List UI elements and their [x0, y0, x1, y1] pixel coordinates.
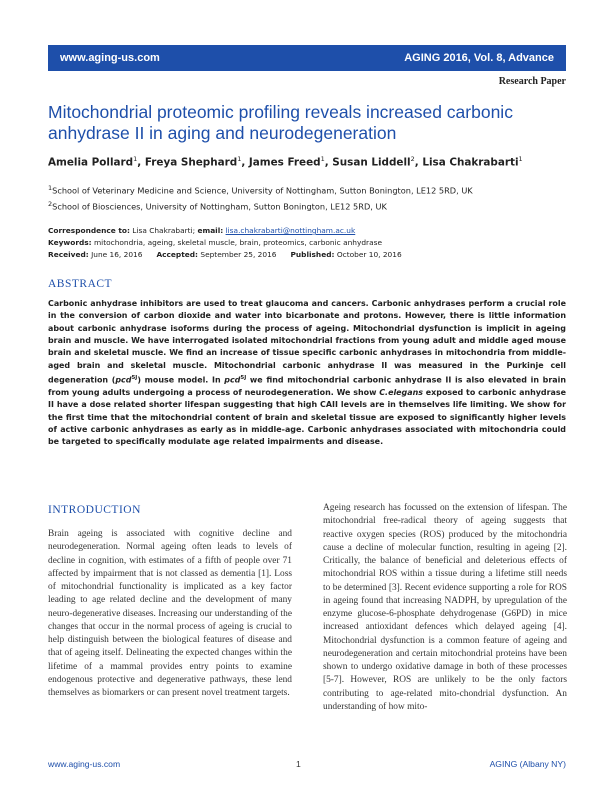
author-affiliation-mark: 1 — [320, 155, 325, 163]
affiliation-item: $^2$School of Biosciences, University of Nottingham, Sutton Bonington, LE12 5RD, UK — [48, 199, 387, 212]
author-name: Lisa Chakrabarti — [422, 156, 519, 169]
introduction-heading: INTRODUCTION — [48, 504, 141, 516]
author-affiliation-mark: 1 — [237, 155, 242, 163]
affiliation-list — [48, 182, 473, 213]
correspondence-email-link[interactable]: lisa.chakrabarti@nottingham.ac.uk — [225, 226, 356, 235]
introduction-right-column: Ageing research has focussed on the extension of lifespan. The mitochondrial free-radical theory of ageing suggests that reactive oxygen species (ROS) produced by the mitochondria cause a decline of molecular function, resulting in ageing [2]. Critically, the balance of beneficial and deleterious effects of mitochondrial ROS within a tissue during a lifetime still needs to be determined [3]. Recent evidence supporting a role for ROS in ageing found that increasing NADPH, by upregulation of the enzyme glucose-6-phosphate dehydrogenase (G6PD) in mice increased antioxidant defences which delayed ageing [4]. Mitochondrial dysfunction is a common feature of ageing and neurodegeneration and certain mitochondrial proteins have been shown to undergo oxidative damage in both of these processes [5-7]. However, ROS are unlikely to be the only factors contributing to age-related mito-chondrial dysfunction. An understanding of how mito- — [323, 503, 567, 712]
author-name: Freya Shephard — [144, 156, 238, 169]
author-name: Amelia Pollard — [48, 156, 134, 169]
paper-title: Mitochondrial proteomic profiling reveals increased carbonic anhydrase II in aging and neurodegeneration — [48, 102, 513, 143]
author-affiliation-mark: 1 — [518, 155, 523, 163]
article-metadata — [48, 225, 402, 261]
author-name: Susan Liddell — [332, 156, 411, 169]
introduction-left-column: Brain ageing is associated with cognitive decline and neurodegeneration. Normal ageing often leads to levels of decline in cognition, with estimates of a fifth of people over 71 affected by impairment that is not classed as dementia [1]. Loss of mitochondrial functionality is implicated as a key factor leading to age related decline and the development of many neuro-degenerative diseases. Increasing our understanding of the changes that occur in the normal process of ageing is crucial to help distinguish between the biological features of disease and that of ageing itself. Delineating the expected changes within the lifetime of a mammal provides entry points to examine endogenous protective and degenerative pathways, these lend themselves as biomarkers or can present novel treatment targets. — [48, 529, 292, 698]
page-number: 1 — [296, 759, 301, 769]
keywords-line: Keywords: mitochondria, ageing, skeletal muscle, brain, proteomics, carbonic anhydrase — [48, 238, 382, 247]
abstract-heading: ABSTRACT — [48, 278, 113, 290]
abstract-text: Carbonic anhydrase inhibitors are used to treat glaucoma and cancers. Carbonic anhydrases perform a crucial role in the conversion of carbon dioxide and water into bicarbonate and protons. However, there is little information about carbonic anhydrase isoforms during the process of ageing. Mitochondrial dysfunction is implicit in ageing brain and muscle. We have interrogated isolated mitochondrial fractions from young adult and middle aged mouse brain and skeletal muscle. We find an increase of tissue specific carbonic anhydrases in mitochondria from middle-aged brain and skeletal muscle. Mitochondrial carbonic anhydrase II was measured in the Purkinje cell degeneration (pcd$^{5J}$) mouse model. In pcd$^{5J}$ we find mitochondrial carbonic anhydrase II is also elevated in brain from young adults undergoing a process of neurodegeneration. We show C.elegans exposed to carbonic anhydrase II have a dose related shorter lifespan suggesting that high CAII levels are in themselves life limiting. We show for the first time that the mitochondrial content of brain and skeletal tissue are exposed to significantly higher levels of active carbonic anhydrases as early as in middle-age. Carbonic anhydrases associated with mitochondria could be targeted to specifically modulate age related impairments and disease. — [48, 299, 567, 447]
journal-banner — [48, 45, 566, 71]
author-affiliation-mark: 1 — [133, 155, 138, 163]
dates-line: Received: June 16, 2016 Accepted: September 25, 2016 Published: October 10, 2016 — [48, 250, 402, 259]
author-list: Amelia Pollard$^1$, Freya Shephard$^1$, James Freed$^1$, Susan Liddell$^2$, Lisa Chakrabarti$^1$ — [48, 155, 523, 169]
paper-type-label: Research Paper — [498, 76, 566, 87]
author-name: James Freed — [248, 156, 321, 169]
author-affiliation-mark: 2 — [410, 155, 415, 163]
affiliation-item: $^1$School of Veterinary Medicine and Science, University of Nottingham, Sutton Bonington, LE12 5RD, UK — [48, 184, 473, 196]
footer-website[interactable]: www.aging-us.com — [48, 759, 121, 769]
footer-journal: AGING (Albany NY) — [489, 759, 566, 769]
correspondence-line: Correspondence to: Lisa Chakrabarti; email: lisa.chakrabarti@nottingham.ac.uk — [48, 226, 356, 235]
banner-website[interactable]: www.aging-us.com — [60, 52, 160, 64]
banner-journal-issue: AGING 2016, Vol. 8, Advance — [404, 52, 554, 64]
